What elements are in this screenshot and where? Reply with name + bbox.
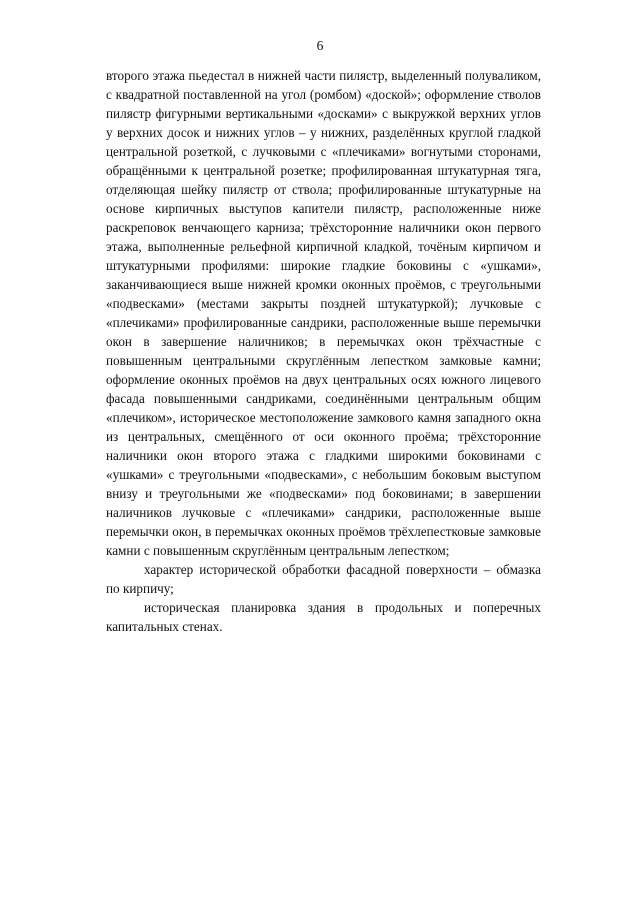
paragraph-facade-decor: второго этажа пьедестал в нижней части пилястр, выделенный полуваликом, с квадратной поставленной на угол (ромбом) «доской»; оформление стволов пилястр фигурными вертикальными «досками» с выкружкой верхних углов у верхних досок и нижних углов – у нижних, разделённых круглой гладкой центральной розеткой, с лучковыми с «плечиками» вогнутыми сторонами, обращёнными к центральной розетке; профилированная штукатурная тяга, отделяющая шейку пилястр от ствола; профилированные штукатурные на основе кирпичных выступов капители пилястр, расположенные ниже раскреповок венчающего карниза; трёхсторонние наличники окон первого этажа, выполненные рельефной кирпичной кладкой, точёным кирпичом и штукатурными профилями: широкие гладкие боковины с «ушками», заканчивающиеся выше нижней кромки оконных проёмов, с треугольными «подвесками» (местами закрыты поздней штукатуркой); лучковые с «плечиками» профилированные сандрики, расположенные выше перемычки окон в завершение наличников; в перемычках окон трёхчастные с повышенным центральными скруглённым лепестком замковые камни; оформление оконных проёмов на двух центральных осях южного лицевого фасада повышенными сандриками, соединёнными центральным общим «плечиком», историческое местоположение замкового камня западного окна из центральных, смещённого от оси оконного проёма; трёхсторонние наличники окон второго этажа с гладкими широкими боковинами с «ушками» с треугольными «подвесками», с небольшим боковым выступом внизу и треугольными же «подвесками» под боковинами; в завершении наличников лучковые с «плечиками» сандрики, расположенные выше перемычки окон, в перемычках оконных проёмов трёхлепестковые замковые камни с повышенным скруглённым центральным лепестком; bbox=[106, 68, 541, 558]
paragraph-planning: историческая планировка здания в продольных и поперечных капитальных стенах. bbox=[106, 600, 541, 634]
paragraph-surface-treatment: характер исторической обработки фасадной поверхности – обмазка по кирпичу; bbox=[106, 562, 541, 596]
document-body bbox=[106, 66, 541, 636]
page-number: 6 bbox=[316, 38, 324, 53]
